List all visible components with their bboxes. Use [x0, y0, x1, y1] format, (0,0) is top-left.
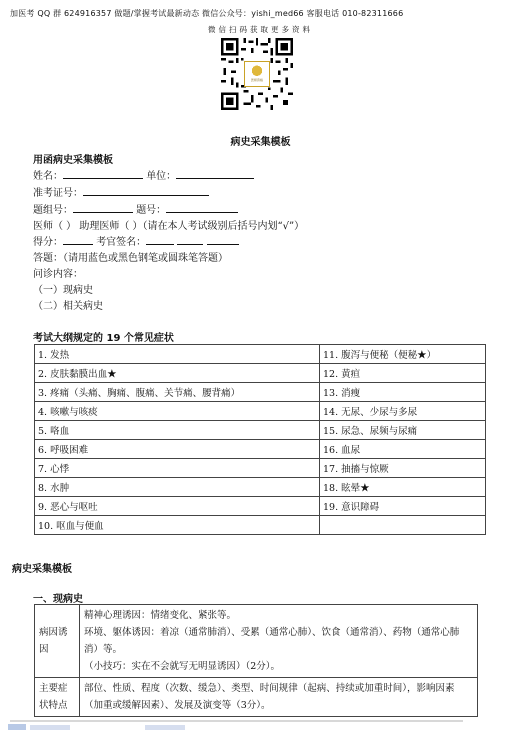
answer-instruction: 答题：（请用蓝色或黑色钢笔或圆珠笔答题） [33, 253, 228, 264]
unit-label: 单位： [146, 171, 177, 182]
name-label: 姓名： [33, 171, 63, 182]
symptom-cell: 8. 水肿 [35, 478, 320, 497]
score-sign-line [33, 233, 239, 248]
symptom-cell: 13. 消瘦 [320, 383, 486, 402]
table-row [35, 605, 478, 678]
present-history-table [34, 604, 478, 717]
group-label: 题组号： [33, 205, 73, 216]
sign-field-2[interactable] [177, 235, 203, 245]
symptom-cell: 11. 腹泻与便秘（便秘★） [320, 345, 486, 364]
cert-label: 准考证号： [33, 188, 83, 199]
content-line: 部位、性质、程度（次数、缓急）、类型、时间规律（起病、持续或加重时间），影响因素（加重或缓解因素）、发展及演变等（3分）。 [84, 683, 455, 711]
score-field[interactable] [63, 235, 93, 245]
symptom-cell: 9. 恶心与呕吐 [35, 497, 320, 516]
table-row [35, 678, 478, 717]
row-content-cause [80, 605, 478, 678]
symptom-cell: 2. 皮肤黏膜出血★ [35, 364, 320, 383]
name-unit-line [33, 167, 254, 182]
score-label: 得分： [33, 237, 63, 248]
symptom-cell [320, 516, 486, 535]
document-title: 病史采集模板 [230, 137, 291, 148]
symptom-cell: 3. 疼痛（头痛、胸痛、腹痛、关节痛、腰背痛） [35, 383, 320, 402]
sheet-heading: 用函病史采集模板 [33, 155, 113, 166]
level-line: 医师（ ） 助理医师（ ）（请在本人考试级别后括号内划“√”） [33, 221, 305, 232]
symptom-cell: 18. 眩晕★ [320, 478, 486, 497]
table-row [35, 345, 486, 364]
table-row [35, 516, 486, 535]
table-row [35, 459, 486, 478]
symptom-cell: 19. 意识障碍 [320, 497, 486, 516]
row-label-cause: 病因诱因 [35, 605, 80, 678]
table-row [35, 383, 486, 402]
group-line [33, 201, 238, 216]
footer-decoration [0, 720, 521, 730]
row-content-main-symptom [80, 678, 478, 717]
table-row [35, 402, 486, 421]
sign-field-3[interactable] [207, 235, 239, 245]
symptoms-heading: 考试大纲规定的 19 个常见症状 [33, 333, 174, 344]
content-line: 精神心理诱因：情绪变化、紧张等。 [84, 610, 237, 621]
table-row [35, 497, 486, 516]
symptom-cell: 1. 发热 [35, 345, 320, 364]
symptom-cell: 5. 咯血 [35, 421, 320, 440]
cert-line [33, 184, 209, 199]
symptom-cell: 10. 呕血与便血 [35, 516, 320, 535]
inquiry-item-present-history: （一）现病史 [33, 285, 93, 296]
qnum-label: 题号： [136, 205, 167, 216]
symptom-cell: 16. 血尿 [320, 440, 486, 459]
template-heading: 病史采集模板 [12, 564, 72, 575]
symptom-cell: 14. 无尿、少尿与多尿 [320, 402, 486, 421]
symptoms-table [34, 344, 486, 535]
symptom-cell: 6. 呼吸困难 [35, 440, 320, 459]
inquiry-label: 问诊内容： [33, 269, 83, 280]
sign-field-1[interactable] [146, 235, 174, 245]
row-label-main-symptom: 主要症状特点 [35, 678, 80, 717]
symptom-cell: 7. 心悸 [35, 459, 320, 478]
qr-caption: 微信扫码获取更多资料 [208, 25, 313, 34]
group-field[interactable] [73, 203, 133, 213]
symptom-cell: 4. 咳嗽与咳痰 [35, 402, 320, 421]
table-row [35, 364, 486, 383]
sign-label: 考官签名： [96, 237, 147, 248]
name-field[interactable] [63, 169, 143, 179]
present-history-heading: 一、现病史 [33, 594, 83, 605]
qr-code-image[interactable] [221, 38, 293, 110]
qr-logo-label: 医师资格 [250, 78, 263, 82]
table-row [35, 478, 486, 497]
content-line: （小技巧：实在不会就写无明显诱因）（2分）。 [84, 661, 281, 672]
table-row [35, 440, 486, 459]
promo-header: 加医考 QQ 群 624916357 做题/掌握考试最新动态 微信公众号：yishi_med66 客服电话 010-82311666 [10, 9, 404, 18]
symptom-cell: 17. 抽搐与惊厥 [320, 459, 486, 478]
unit-field[interactable] [176, 169, 254, 179]
cert-field[interactable] [83, 186, 209, 196]
inquiry-item-related-history: （二）相关病史 [33, 301, 103, 312]
qnum-field[interactable] [166, 203, 238, 213]
table-row [35, 421, 486, 440]
symptom-cell: 12. 黄疸 [320, 364, 486, 383]
symptom-cell: 15. 尿急、尿频与尿痛 [320, 421, 486, 440]
content-line: 环境、躯体诱因：着凉（通常肺消）、受累（通常心肺）、饮食（通常消）、药物（通常心肺消）等。 [84, 627, 460, 655]
